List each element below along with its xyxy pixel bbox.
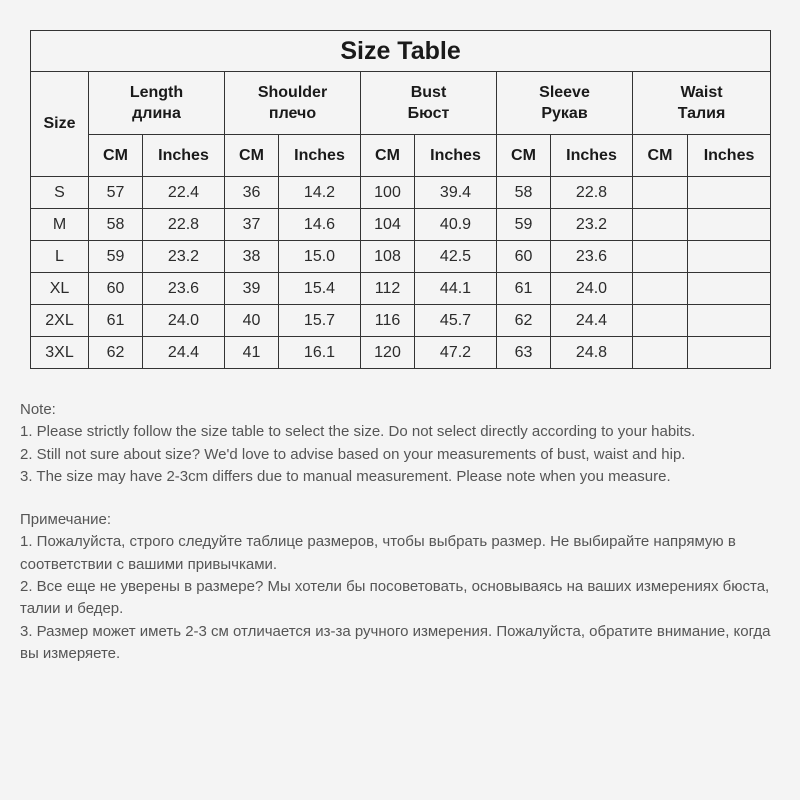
value-cell	[688, 305, 771, 337]
group-header	[633, 72, 771, 135]
unit-header-inches: Inches	[143, 135, 225, 177]
value-cell: 60	[497, 241, 551, 273]
value-cell: 15.0	[279, 241, 361, 273]
value-cell	[688, 209, 771, 241]
value-cell: 22.8	[551, 177, 633, 209]
unit-header-cm: CM	[225, 135, 279, 177]
value-cell: 41	[225, 337, 279, 369]
value-cell	[688, 177, 771, 209]
note-item: 2. Still not sure about size? We'd love to advise based on your measurements of bust, waist and hip.	[20, 445, 686, 463]
group-label-ru: Рукав	[541, 105, 588, 122]
value-cell	[688, 241, 771, 273]
value-cell: 23.6	[143, 273, 225, 305]
group-header	[225, 72, 361, 135]
value-cell	[633, 337, 688, 369]
group-label-en: Bust	[410, 84, 447, 101]
value-cell: 116	[361, 305, 415, 337]
unit-header-cm: CM	[89, 135, 143, 177]
value-cell: 57	[89, 177, 143, 209]
value-cell: 40	[225, 305, 279, 337]
note-heading-ru: Примечание:	[20, 511, 111, 529]
value-cell: 62	[89, 337, 143, 369]
note-item: 1. Пожалуйста, строго следуйте таблице размеров, чтобы выбрать размер. Не выбирайте напрямую в соответствии с вашими привычками.	[20, 533, 736, 573]
note-item: 1. Please strictly follow the size table to select the size. Do not select directly according to your habits.	[20, 423, 696, 441]
value-cell: 40.9	[415, 209, 497, 241]
size-cell: M	[31, 209, 89, 241]
value-cell: 61	[497, 273, 551, 305]
size-cell: S	[31, 177, 89, 209]
value-cell: 44.1	[415, 273, 497, 305]
value-cell: 22.8	[143, 209, 225, 241]
value-cell: 15.4	[279, 273, 361, 305]
notes-section	[20, 399, 790, 665]
table-row	[31, 241, 771, 273]
value-cell: 14.6	[279, 209, 361, 241]
value-cell: 23.6	[551, 241, 633, 273]
value-cell: 23.2	[551, 209, 633, 241]
size-column-header: Size	[31, 72, 89, 177]
group-header	[89, 72, 225, 135]
unit-header-inches: Inches	[551, 135, 633, 177]
table-row	[31, 305, 771, 337]
value-cell: 24.8	[551, 337, 633, 369]
value-cell: 59	[497, 209, 551, 241]
group-label-ru: Бюст	[407, 105, 450, 122]
value-cell: 22.4	[143, 177, 225, 209]
value-cell: 100	[361, 177, 415, 209]
value-cell: 104	[361, 209, 415, 241]
value-cell: 24.0	[551, 273, 633, 305]
group-label-en: Length	[129, 84, 184, 101]
table-row	[31, 209, 771, 241]
note-item: 3. The size may have 2-3cm differs due to manual measurement. Please note when you measure.	[20, 467, 671, 485]
value-cell: 15.7	[279, 305, 361, 337]
note-heading-en: Note:	[20, 401, 56, 418]
unit-header-cm: CM	[361, 135, 415, 177]
value-cell: 24.4	[551, 305, 633, 337]
group-label-ru: Талия	[677, 105, 726, 122]
value-cell: 59	[89, 241, 143, 273]
value-cell: 39	[225, 273, 279, 305]
note-item: 2. Все еще не уверены в размере? Мы хотели бы посоветовать, основываясь на ваших измерениях бюста, талии и бедер.	[20, 578, 770, 618]
group-label-ru: длина	[132, 105, 181, 122]
value-cell	[688, 273, 771, 305]
note-item: 3. Размер может иметь 2-3 см отличается из-за ручного измерения. Пожалуйста, обратите внимание, когда вы измеряете.	[20, 622, 771, 662]
table-row	[31, 177, 771, 209]
value-cell	[633, 209, 688, 241]
value-cell: 14.2	[279, 177, 361, 209]
value-cell: 38	[225, 241, 279, 273]
unit-header-cm: CM	[633, 135, 688, 177]
size-cell: 3XL	[31, 337, 89, 369]
value-cell	[633, 305, 688, 337]
table-row	[31, 273, 771, 305]
value-cell: 23.2	[143, 241, 225, 273]
value-cell: 24.4	[143, 337, 225, 369]
unit-header-inches: Inches	[415, 135, 497, 177]
value-cell: 60	[89, 273, 143, 305]
value-cell	[633, 241, 688, 273]
size-table	[30, 30, 771, 369]
group-label-en: Waist	[680, 84, 723, 101]
value-cell: 39.4	[415, 177, 497, 209]
value-cell: 112	[361, 273, 415, 305]
table-row	[31, 337, 771, 369]
value-cell: 47.2	[415, 337, 497, 369]
size-cell: 2XL	[31, 305, 89, 337]
value-cell: 62	[497, 305, 551, 337]
group-header	[361, 72, 497, 135]
table-title: Size Table	[31, 31, 771, 72]
value-cell: 58	[497, 177, 551, 209]
value-cell: 45.7	[415, 305, 497, 337]
group-label-ru: плечо	[268, 105, 317, 122]
value-cell	[688, 337, 771, 369]
value-cell	[633, 177, 688, 209]
value-cell: 42.5	[415, 241, 497, 273]
value-cell: 61	[89, 305, 143, 337]
value-cell: 24.0	[143, 305, 225, 337]
group-label-en: Shoulder	[257, 84, 328, 101]
group-header	[497, 72, 633, 135]
value-cell: 16.1	[279, 337, 361, 369]
unit-header-inches: Inches	[279, 135, 361, 177]
value-cell: 36	[225, 177, 279, 209]
value-cell: 108	[361, 241, 415, 273]
value-cell	[633, 273, 688, 305]
size-cell: XL	[31, 273, 89, 305]
value-cell: 37	[225, 209, 279, 241]
value-cell: 63	[497, 337, 551, 369]
group-label-en: Sleeve	[539, 84, 590, 101]
size-cell: L	[31, 241, 89, 273]
value-cell: 58	[89, 209, 143, 241]
unit-header-cm: CM	[497, 135, 551, 177]
value-cell: 120	[361, 337, 415, 369]
unit-header-inches: Inches	[688, 135, 771, 177]
